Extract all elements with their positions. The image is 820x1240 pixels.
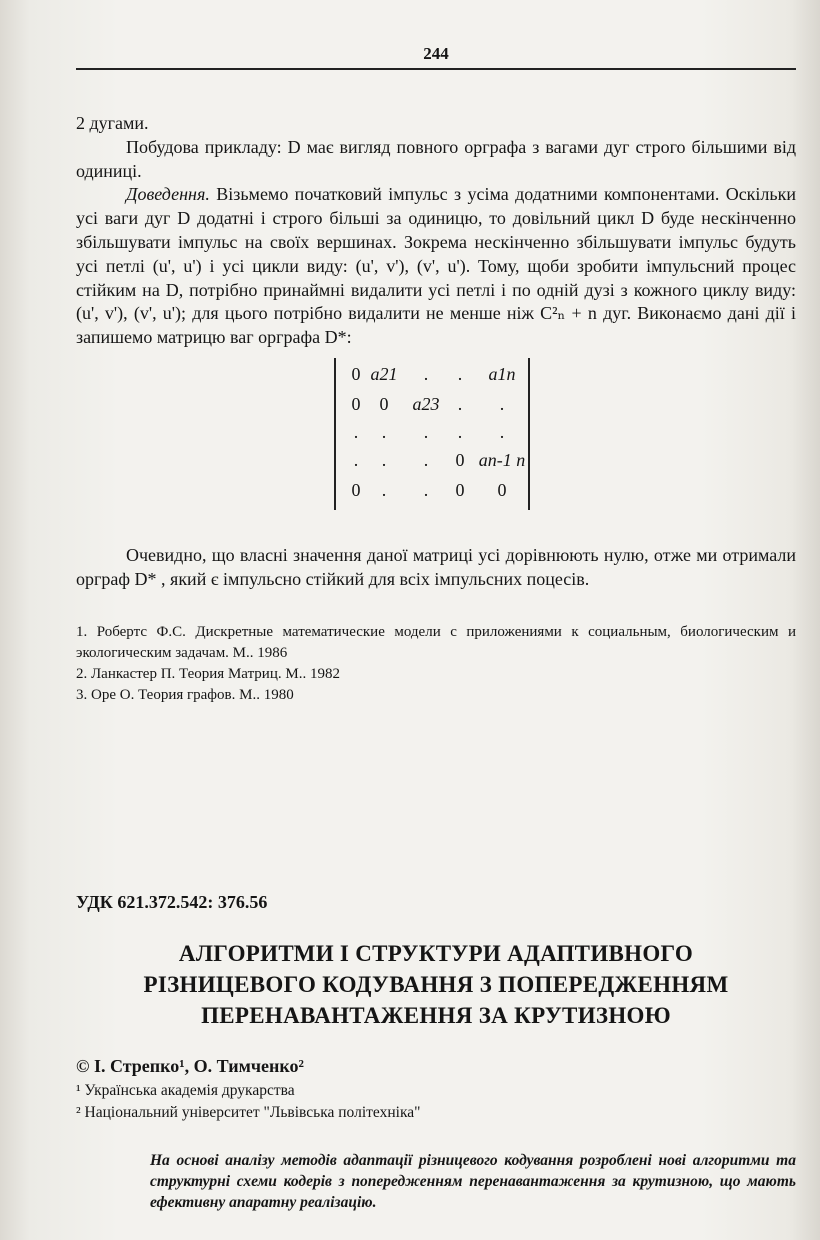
reference-list	[76, 622, 796, 706]
page-number: 244	[423, 44, 449, 63]
matrix-cell: .	[381, 421, 387, 442]
matrix-cell: .	[353, 421, 359, 442]
matrix-cell: 0	[455, 449, 465, 470]
paragraph-2: Побудова прикладу: D має вигляд повного орграфа з вагами дуг строго більшими від одиниці.	[76, 136, 796, 181]
matrix-cell: .	[423, 421, 429, 442]
matrix-cell: 0	[351, 479, 361, 500]
header-rule	[76, 68, 796, 70]
weight-matrix	[334, 358, 530, 510]
matrix-cell: .	[423, 449, 429, 470]
affiliation-2: ² Національний університет "Львівська політехніка"	[76, 1104, 421, 1121]
abstract: На основі аналізу методів адаптації різницевого кодування розроблені нові алгоритми та структурні схеми кодерів з попередженням перенавантаження за крутизною, що мають ефективну апаратну реалізацію.	[150, 1152, 796, 1211]
title-line: РІЗНИЦЕВОГО КОДУВАННЯ З ПОПЕРЕДЖЕННЯМ	[143, 972, 729, 997]
article-continuation	[76, 112, 796, 706]
matrix-cell: .	[381, 449, 387, 470]
paragraph-4: Очевидно, що власні значення даної матриці усі дорівнюють нулю, отже ми отримали орграф D* , який є імпульсно стійкий для всіх імпульсних поцесів.	[76, 544, 796, 589]
matrix-cell: a1n	[488, 363, 516, 384]
matrix-cell: .	[499, 393, 505, 414]
matrix-cell: 0	[455, 479, 465, 500]
matrix-cell: .	[457, 393, 463, 414]
udk-code: УДК 621.372.542: 376.56	[76, 892, 268, 912]
matrix-cell: 0	[351, 393, 361, 414]
matrix-cell: .	[457, 421, 463, 442]
affiliation-1: ¹ Українська академія друкарства	[76, 1082, 295, 1099]
matrix-cell: .	[423, 363, 429, 384]
proof-label: Доведення.	[126, 184, 210, 205]
article-title	[76, 938, 796, 1031]
matrix-cell: .	[457, 363, 463, 384]
reference-item: 3. Оре О. Теория графов. М.. 1980	[76, 686, 294, 703]
reference-item: 1. Робертс Ф.С. Дискретные математические модели с приложениями к социальным, биологическим и экологическим задачам. М.. 1986	[76, 623, 796, 661]
matrix-cell: .	[499, 421, 505, 442]
proof-text: Візьмемо початковий імпульс з усіма додатними компонентами. Оскільки усі ваги дуг D додатні і строго більші за одиницю, то довільний цикл D буде нескінченно збільшувати імпульс на своїх вершинах. Зокрема нескінченно збільшувати імпульс будуть усі петлі (u', u') і усі цикли виду: (u', v'), (v', u'). Тому, щоби зробити імпульсний процес стійким на D, потрібно принаймні видалити усі петлі і по одній дузі з кожного циклу виду: (u', v'), (v', u'); для цього потрібно видалити не менше ніж C²ₙ + n дуг. Виконаємо дані дії і запишемо матрицю ваг орграфа D*:	[76, 184, 796, 348]
paragraph-3	[76, 183, 796, 350]
matrix-cell: 0	[379, 393, 389, 414]
title-line: ПЕРЕНАВАНТАЖЕННЯ ЗА КРУТИЗНОЮ	[201, 1003, 671, 1028]
authors: © І. Стрепко¹, О. Тимченко²	[76, 1056, 304, 1076]
matrix-cell: .	[353, 449, 359, 470]
matrix-cell: a21	[370, 363, 398, 384]
matrix-cell: .	[423, 479, 429, 500]
matrix-cell: 0	[497, 479, 507, 500]
weight-matrix-block	[76, 358, 796, 518]
reference-item: 2. Ланкастер П. Теория Матриц. М.. 1982	[76, 665, 340, 682]
matrix-cell: an-1 n	[478, 449, 526, 470]
title-line: АЛГОРИТМИ І СТРУКТУРИ АДАПТИВНОГО	[178, 941, 694, 966]
matrix-cell: .	[381, 479, 387, 500]
paragraph-1: 2 дугами.	[76, 113, 149, 133]
matrix-cell: a23	[412, 393, 440, 414]
matrix-cell: 0	[351, 363, 361, 384]
